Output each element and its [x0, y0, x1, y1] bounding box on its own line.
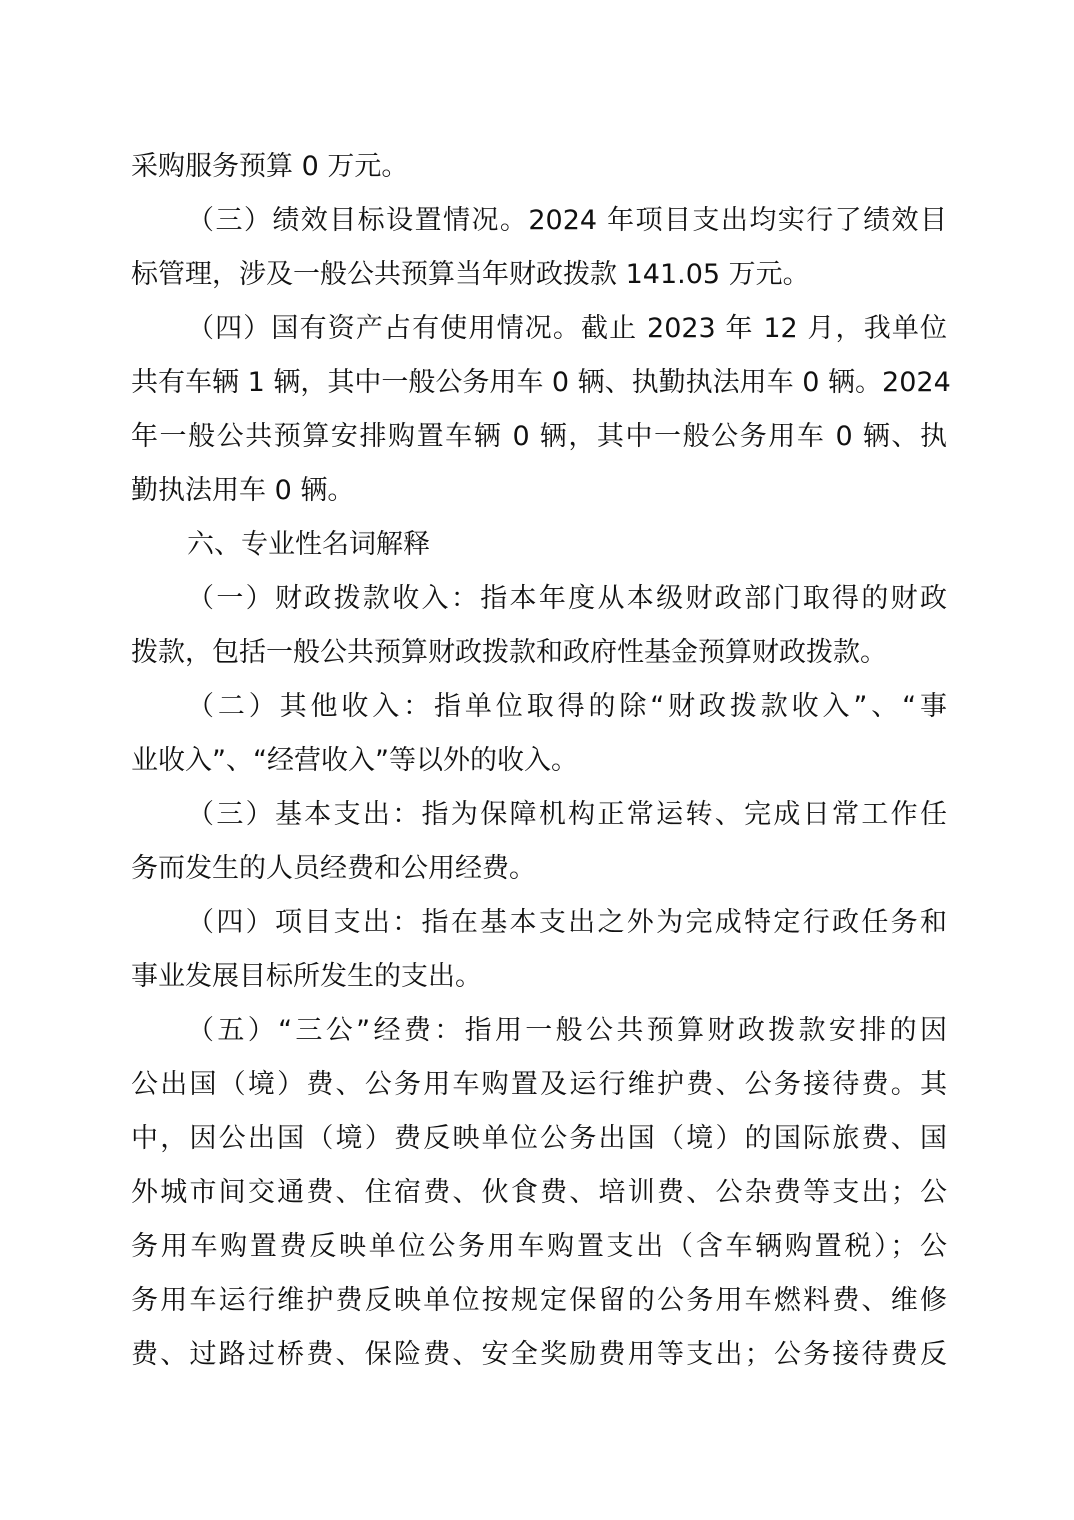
text-line: 中，因公出国（境）费反映单位公务出国（境）的国际旅费、国 — [131, 1123, 947, 1154]
text-line: 拨款，包括一般公共预算财政拨款和政府性基金预算财政拨款。 — [131, 637, 887, 668]
paragraph-project-expenditure-line: （四）项目支出：指在基本支出之外为完成特定行政任务和 — [187, 907, 947, 938]
text-line: 年一般公共预算安排购置车辆 0 辆，其中一般公务用车 0 辆、执 — [131, 421, 947, 452]
text-line: 采购服务预算 0 万元。 — [131, 151, 409, 182]
paragraph-performance-goals-line: （三）绩效目标设置情况。2024 年项目支出均实行了绩效目 — [187, 205, 947, 236]
text-line: 标管理，涉及一般公共预算当年财政拨款 141.05 万元。 — [131, 259, 810, 290]
text-line: 费、过路过桥费、保险费、安全奖励费用等支出；公务接待费反 — [131, 1339, 947, 1370]
document-body — [131, 140, 951, 1382]
text-line: 事业发展目标所发生的支出。 — [131, 961, 482, 992]
text-line: 勤执法用车 0 辆。 — [131, 475, 355, 506]
text-line: 外城市间交通费、住宿费、伙食费、培训费、公杂费等支出；公 — [131, 1177, 947, 1208]
text-line: 公出国（境）费、公务用车购置及运行维护费、公务接待费。其 — [131, 1069, 947, 1100]
text-line: 务而发生的人员经费和公用经费。 — [131, 853, 536, 884]
paragraph-state-assets-line: （四）国有资产占有使用情况。截止 2023 年 12 月，我单位 — [187, 313, 947, 344]
paragraph-three-public-line: （五）“三公”经费：指用一般公共预算财政拨款安排的因 — [187, 1015, 947, 1046]
paragraph-other-income-line: （二）其他收入：指单位取得的除“财政拨款收入”、“事 — [187, 691, 947, 722]
paragraph-basic-expenditure-line: （三）基本支出：指为保障机构正常运转、完成日常工作任 — [187, 799, 947, 830]
section-heading: 六、专业性名词解释 — [187, 529, 430, 560]
text-line: 务用车购置费反映单位公务用车购置支出（含车辆购置税）；公 — [131, 1231, 947, 1262]
text-line: 务用车运行维护费反映单位按规定保留的公务用车燃料费、维修 — [131, 1285, 947, 1316]
paragraph-fiscal-income-line: （一）财政拨款收入：指本年度从本级财政部门取得的财政 — [187, 583, 947, 614]
text-line: 业收入”、“经营收入”等以外的收入。 — [131, 745, 578, 776]
text-line: 共有车辆 1 辆，其中一般公务用车 0 辆、执勤执法用车 0 辆。2024 — [131, 367, 951, 398]
